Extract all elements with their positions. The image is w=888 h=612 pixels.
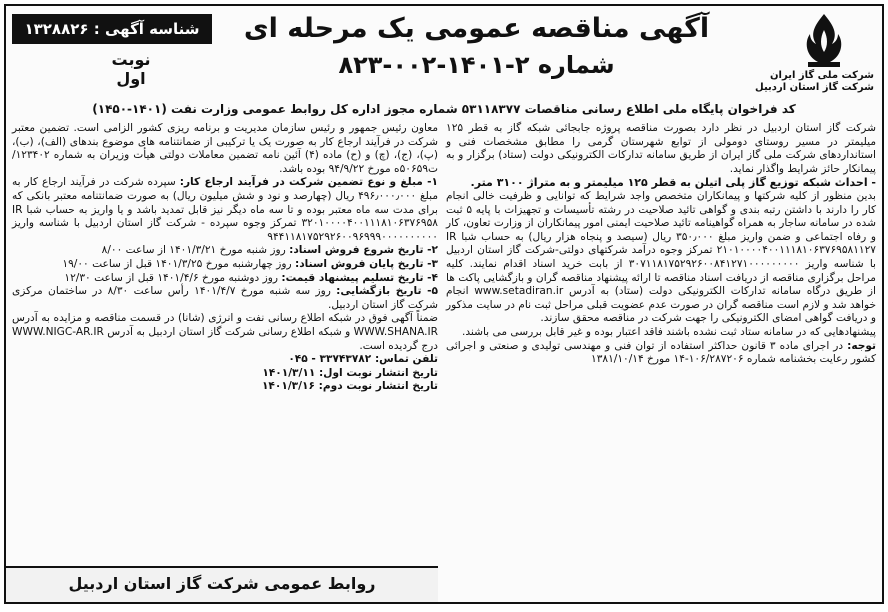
item-sale-start-text: روز شنبه مورخ ۱۴۰۱/۳/۲۱ از ساعت ۸/۰۰ xyxy=(101,244,286,257)
item-guarantee-text: سپرده شرکت در فرآیند ارجاع کار به مبلغ ۴۹۶٫۰۰۰٫۰۰۰ ریال (چهارصد و نود و شش میلیون ریال) به صورت ضمانتنامه معتبر بانکی که برای مدت سه ماه معتبر بوده و تا سه ماه دیگر نیز قابل تمدید باشد و یا واریز به حساب شبا IR ۳۲۰۱۰۰۰۰۴۰۰۱۱۱۸۱۰۶۳۷۶۹۵۸ تمرکز وجوه سپرده - شرکت گاز استان اردبیل با شناسه واریز ۹۴۴۱۱۸۱۷۵۲۹۲۶۰۰۹۶۹۹۹۰۰۰۰۰۰۰۰۰۰ xyxy=(12,176,439,243)
item-bid-deadline xyxy=(12,272,438,286)
contact-phone: تلفن تماس: ۳۳۷۴۳۷۸۲ - ۰۴۵ xyxy=(288,353,438,366)
header xyxy=(6,6,882,98)
item-sale-end-label: ۳- تاریخ پایان فروش اسناد: xyxy=(295,257,438,270)
item-guarantee xyxy=(12,176,438,244)
item-opening xyxy=(12,285,438,312)
notice-title: آگهی مناقصه عمومی یک مرحله ای xyxy=(243,13,710,44)
logo-sub-caption: شرکت ملی گاز ایران xyxy=(770,70,874,81)
item-sale-start-label: ۲- تاریخ شروع فروش اسناد: xyxy=(289,244,438,257)
intro-paragraph: شرکت گاز استان اردبیل در نظر دارد بصورت مناقصه پروژه جابجائی شبکه گاز به قطر ۱۲۵ میلیمتر در مسیر روستای دومولی از توابع شهرستان گرمی را مطابق مشخصات فنی و استانداردهای شرکت ملی گاز ایران از طریق سامانه تدارکات الکترونیکی دولت (ستاد) برگزار و به پیمانکار حائز شرایط واگذار نماید. xyxy=(446,122,876,175)
validity-paragraph: پیشنهادهایی که در سامانه ستاد ثبت نشده باشند فاقد اعتبار بوده و غیر قابل بررسی می باشند. xyxy=(461,325,876,338)
note-text: در اجرای ماده ۳ قانون حداکثر استفاده از توان فنی و مهندسی تولیدی و صنعتی و اجرائی کشور رعایت بخشنامه شماره ۱۰۶/۲۸۷۲۰۶-۱۴ مورخ ۱۳۸۱/۱۰/۱۴ xyxy=(446,339,876,366)
notice-id-badge: شناسه آگهی : ۱۳۲۸۸۲۶ xyxy=(12,14,212,44)
guarantee-intro: معاون رئیس جمهور و رئیس سازمان مدیریت و برنامه ریزی کشور الزامی است. تضمین معتبر شرکت در فرآیند ارجاع کار به صورت یک یا ترکیبی از ضمانتنامه های موضوع بندهای (الف)، (ب)، (پ)، (ج)، (چ) و (ح) ماده (۴) آئین نامه تضمین معاملات دولتی هیأت وزیران به شماره ۱۲۳۴۰۲/ت۵۰۶۵۹ه مورخ ۹۴/۹/۲۲ بوده باشد. xyxy=(12,122,439,175)
call-code-line: کد فراخوان پایگاه ملی اطلاع رسانی مناقصات ۵۳۱۱۸۳۷۷ شماره مجوز اداره کل روابط عمومی وزارت نفت (۱۴۰۱-۱۴۵۰) xyxy=(92,102,796,116)
item-bid-deadline-label: ۴- تاریخ تسلیم پیشنهاد قیمت: xyxy=(281,271,438,284)
item-opening-text: روز سه شنبه مورخ ۱۴۰۱/۴/۷ رأس ساعت ۸/۳۰ در ساختمان مرکزی شرکت گاز استان اردبیل. xyxy=(12,285,438,311)
footer-signature: روابط عمومی شرکت گاز استان اردبیل xyxy=(6,566,438,602)
publish-date-first: تاریخ انتشار نوبت اول: ۱۴۰۱/۳/۱۱ xyxy=(262,366,438,379)
tender-notice xyxy=(4,4,884,604)
shana-note: ضمناً آگهی فوق در شبکه اطلاع رسانی نفت و انرژی (شانا) در قسمت مناقصه و مزایده به آدرس WWW.SHANA.IR و شبکه اطلاع رسانی شرکت گاز استان اردبیل به آدرس WWW.NIGC-AR.IR درج گردیده است. xyxy=(12,312,438,352)
item-sale-start xyxy=(12,244,438,258)
gas-flame-logo-icon xyxy=(792,12,856,70)
round-label: نوبت اول xyxy=(111,50,151,88)
conditions-paragraph: بدین منظور از کلیه شرکتها و پیمانکاران متخصص واجد شرایط که توانایی و ظرفیت خالی انجام کار را دارند با داشتن رتبه بندی و گواهی تائید صلاحیت در رشته تأسیسات و تجهیزات با پایه ۵ ثبت شده در سامانه ساجار به همراه گواهینامه تائید صلاحیت ایمنی امور پیمانکاران از وزارت تعاون، کار و رفاه اجتماعی و ضمن واریز مبلغ ۳۵۰٫۰۰۰ ریال (سیصد و پنجاه هزار ریال) به حساب شبا IR ۲۱۰۱۰۰۰۰۴۰۰۱۱۱۸۱۰۶۳۷۶۹۵۸۱۱۲۷ تمرکز وجوه درآمد شرکتهای دولتی-شرکت گاز استان اردبیل با شناسه واریز ۳۰۷۱۱۸۱۷۵۲۹۲۶۰۰۸۴۱۲۷۱۰۰۰۰۰۰۰۰۰ از بابت خرید اسناد اقدام نمایند. کلیه مراحل برگزاری مناقصه از دریافت اسناد مناقصه تا ارائه پیشنهاد مناقصه گران و بازگشایی پاکت ها از طریق درگاه سامانه تدارکات الکترونیکی دولت (ستاد) به آدرس www.setadiran.ir انجام خواهد شد و لازم است مناقصه گران در صورت عدم عضویت قبلی مراحل ثبت نام در سایت مذکور و دریافت گواهی امضای الکترونیکی را جهت شرکت در مناقصه محقق سازند. xyxy=(446,189,876,325)
left-column xyxy=(12,122,438,572)
notice-number: شماره ۲-۱۴۰۱-۰۰۲-۸۲۳ xyxy=(338,51,615,79)
item-bid-deadline-text: روز دوشنبه مورخ ۱۴۰۱/۴/۶ قبل از ساعت ۱۲/۳۰ xyxy=(64,271,278,284)
logo-caption: شرکت گاز استان اردبیل xyxy=(755,82,874,93)
note-paragraph xyxy=(446,340,876,367)
project-heading: - احداث شبکه توزیع گاز پلی اتیلن به قطر ۱۲۵ میلیمتر و به متراژ ۳۱۰۰ متر. xyxy=(470,176,876,190)
title-block xyxy=(221,10,732,82)
item-sale-end-text: روز چهارشنبه مورخ ۱۴۰۱/۳/۲۵ قبل از ساعت ۱۹/۰۰ xyxy=(62,257,292,270)
item-guarantee-label: ۱- مبلغ و نوع تضمین شرکت در فرآیند ارجاع کار: xyxy=(179,176,439,189)
right-column xyxy=(446,122,876,572)
item-sale-end xyxy=(12,258,438,272)
item-opening-label: ۵- تاریخ بازگشایی: xyxy=(336,285,438,298)
company-logo xyxy=(755,12,874,96)
note-label: توجه: xyxy=(847,339,876,352)
publish-date-second: تاریخ انتشار نوبت دوم: ۱۴۰۱/۳/۱۶ xyxy=(261,380,438,393)
